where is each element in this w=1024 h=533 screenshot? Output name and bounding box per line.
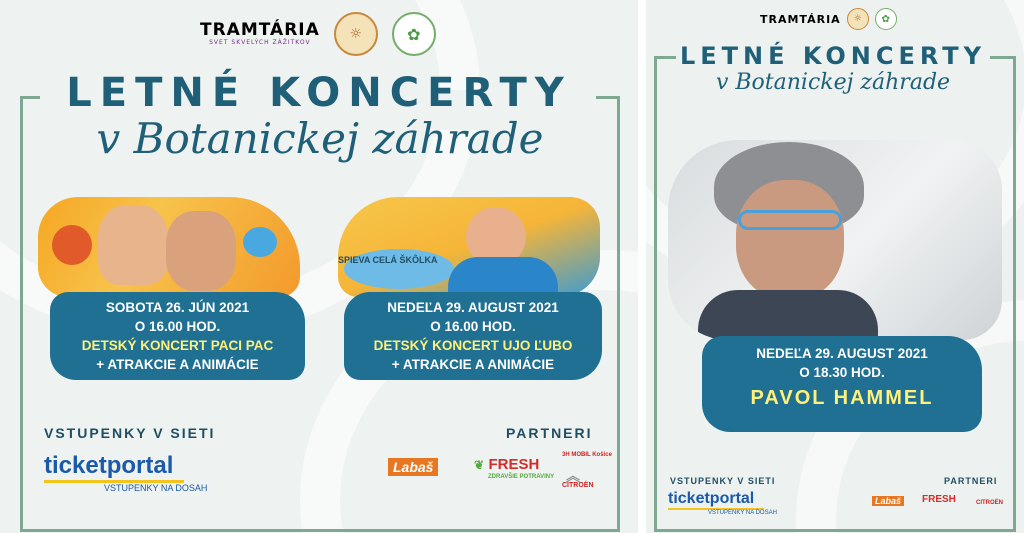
- paci-pac-photo: [38, 197, 300, 297]
- page-subtitle: v Botanickej záhrade: [715, 70, 951, 95]
- logo-row: [760, 8, 897, 30]
- brand-tagline: SVET SKVELÝCH ZÁŽITKOV: [209, 39, 311, 46]
- event-banner: [702, 336, 982, 432]
- botanical-garden-logo-icon: ✿: [392, 12, 436, 56]
- glasses-icon: [738, 210, 842, 230]
- fresh-tagline: ZDRAVŠIE POTRAVINY: [488, 474, 555, 480]
- event-headline: DETSKÝ KONCERT UJO ĽUBO: [373, 338, 573, 353]
- partners-label: PARTNERI: [506, 425, 593, 441]
- university-seal-icon: ☼: [334, 12, 378, 56]
- citroen-logo: CITROËN: [976, 500, 1003, 506]
- event-extra: + ATRAKCIE A ANIMÁCIE: [96, 357, 259, 372]
- logo-row: [200, 12, 436, 56]
- event-time: O 16.00 HOD.: [134, 319, 221, 334]
- pavol-hammel-photo: [668, 140, 1002, 340]
- event-time: O 18.30 HOD.: [799, 365, 885, 380]
- event-extra: + ATRAKCIE A ANIMÁCIE: [391, 357, 555, 372]
- ticketportal-tagline: VSTUPENKY NA DOSAH: [708, 510, 777, 516]
- labas-logo: Labaš: [872, 496, 904, 506]
- ujo-lubo-photo: [338, 197, 600, 297]
- brand-name: TRAMTÁRIA: [200, 20, 320, 40]
- fresh-logo: FRESH: [922, 494, 956, 505]
- tickets-label: VSTUPENKY V SIETI: [670, 476, 776, 486]
- page-subtitle: v Botanickej záhrade: [96, 114, 544, 163]
- event-time: O 16.00 HOD.: [430, 319, 516, 334]
- event-date: SOBOTA 26. JÚN 2021: [105, 300, 250, 315]
- event-banner-1: [50, 292, 305, 380]
- performer-face-icon: [736, 180, 844, 300]
- sign-label: SPIEVA CELÁ ŠKÔLKA: [338, 255, 438, 265]
- event-headline: PAVOL HAMMEL: [750, 387, 934, 409]
- ticketportal-name: ticketportal: [44, 452, 174, 479]
- fresh-name: FRESH: [488, 456, 540, 473]
- tickets-label: VSTUPENKY V SIETI: [44, 425, 216, 441]
- performer-woman-icon: [166, 211, 236, 291]
- event-headline: DETSKÝ KONCERT PACI PAC: [81, 338, 274, 353]
- mobil-label: 3H MOBIL Košice: [562, 452, 612, 458]
- university-seal-icon: ☼: [847, 8, 869, 30]
- botanical-garden-logo-icon: ✿: [875, 8, 897, 30]
- performer-shirt-icon: [448, 257, 558, 297]
- fresh-logo: [474, 456, 554, 480]
- ticketportal-name: ticketportal: [668, 490, 755, 507]
- ticketportal-logo[interactable]: [668, 490, 777, 516]
- performer-man-icon: [98, 205, 168, 285]
- performer-jacket-icon: [698, 290, 878, 340]
- partners-label: PARTNERI: [944, 476, 998, 486]
- event-banner-2: [344, 292, 602, 380]
- page-title: LETNÉ KONCERTY: [679, 42, 987, 70]
- event-date: NEDEĽA 29. AUGUST 2021: [387, 300, 559, 315]
- poster-right: [646, 0, 1024, 533]
- divider: [638, 0, 646, 533]
- toy-lion-icon: [52, 225, 92, 265]
- toy-elephant-icon: [243, 227, 277, 257]
- ticketportal-tagline: VSTUPENKY NA DOSAH: [104, 483, 208, 493]
- citroen-logo: CITROËN: [562, 482, 594, 489]
- labas-logo: Labaš: [388, 458, 438, 476]
- citroen-chevrons-icon: ︽: [566, 468, 580, 484]
- ticketportal-logo[interactable]: [44, 452, 207, 493]
- leaf-icon: ❦: [474, 458, 485, 472]
- tramtaria-logo: [200, 22, 320, 46]
- page-title: LETNÉ KONCERTY: [66, 70, 572, 116]
- brand-name: TRAMTÁRIA: [760, 12, 841, 26]
- event-date: NEDEĽA 29. AUGUST 2021: [756, 346, 928, 361]
